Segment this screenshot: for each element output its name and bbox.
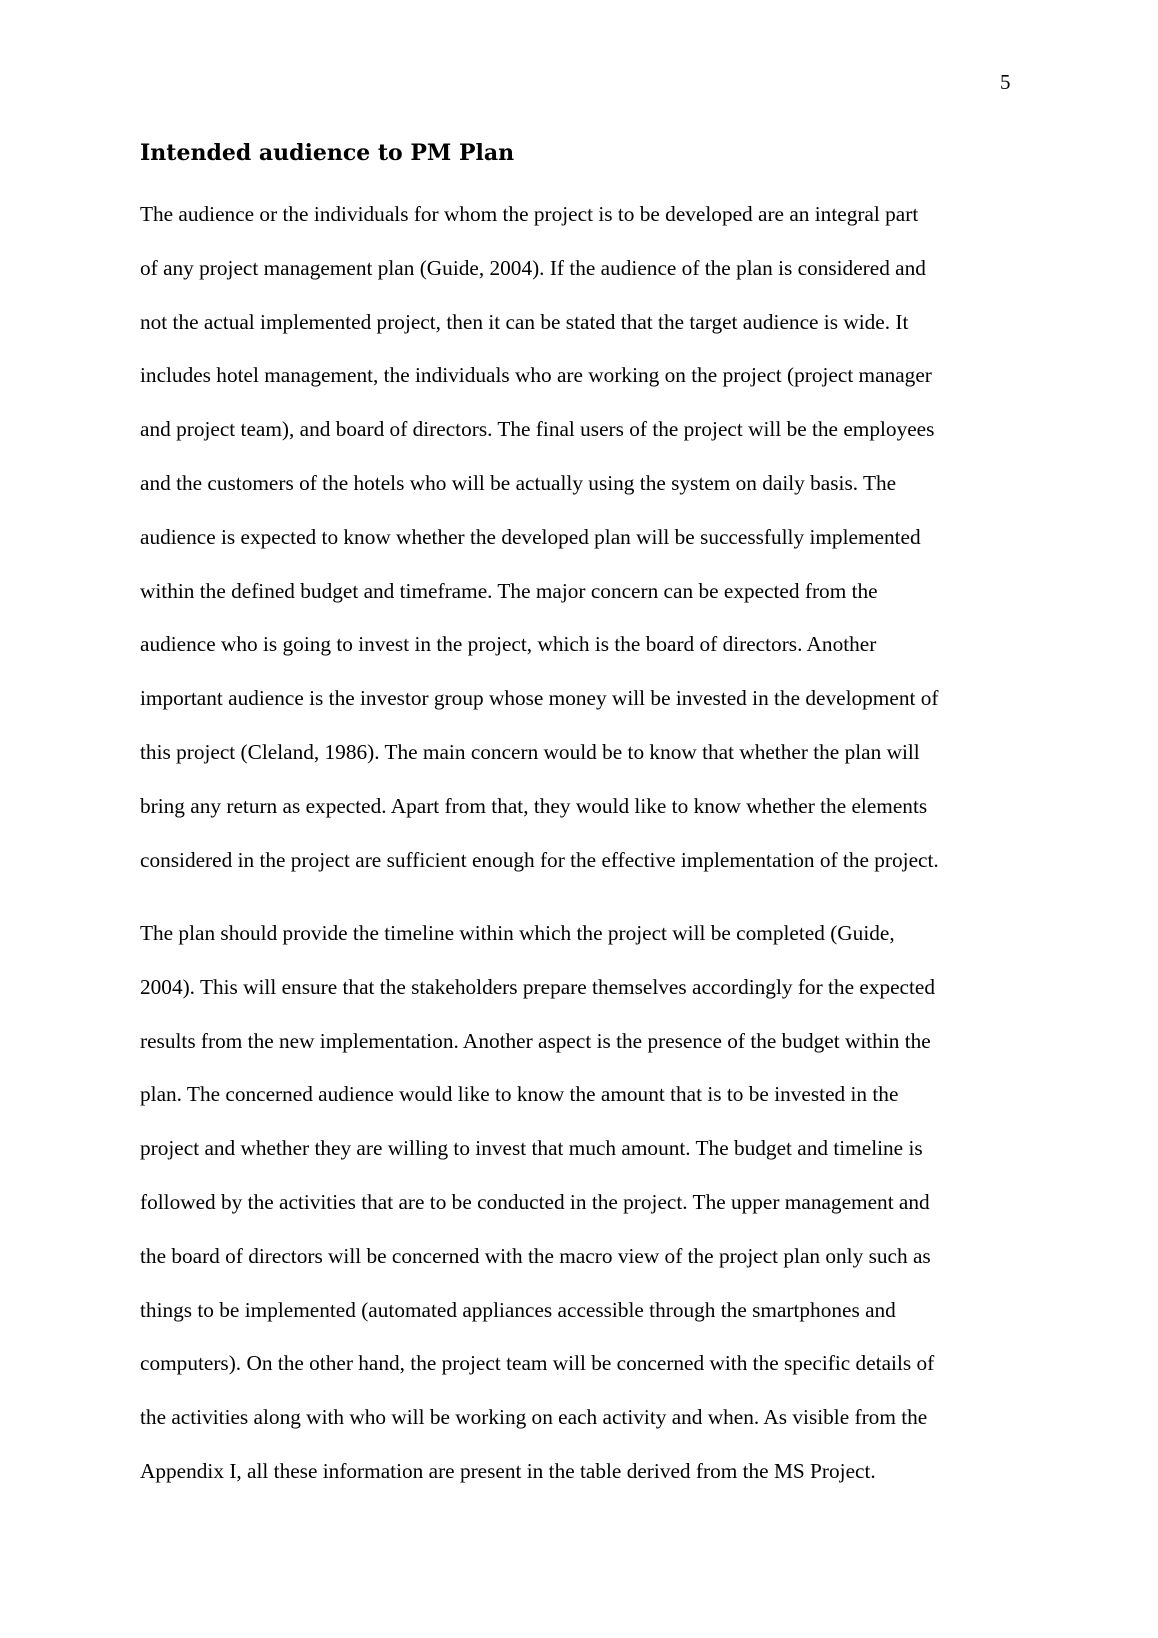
- paragraph-line: the board of directors will be concerned with the macro view of the project plan only such as: [140, 1243, 931, 1268]
- paragraph-line: The plan should provide the timeline within which the project will be completed (Guide,: [140, 921, 895, 945]
- paragraph-line: things to be implemented (automated appliances accessible through the smartphones and: [140, 1297, 896, 1322]
- paragraph-2: [140, 919, 1025, 1511]
- paragraph-line: not the actual implemented project, then it can be stated that the target audience is wide. It: [140, 309, 909, 334]
- paragraph-line: followed by the activities that are to be conducted in the project. The upper management and: [140, 1189, 930, 1214]
- paragraph-line: results from the new implementation. Another aspect is the presence of the budget within the: [140, 1028, 931, 1053]
- paragraph-line: computers). On the other hand, the project team will be concerned with the specific details of: [140, 1351, 935, 1376]
- page-number: 5: [1000, 70, 1011, 94]
- paragraph-line: audience is expected to know whether the developed plan will be successfully implemented: [140, 524, 921, 549]
- paragraph-1: [140, 200, 1025, 899]
- paragraph-line: project and whether they are willing to invest that much amount. The budget and timeline is: [140, 1136, 923, 1161]
- section-heading: Intended audience to PM Plan: [140, 140, 515, 166]
- paragraph-line: of any project management plan (Guide, 2004). If the audience of the plan is considered and: [140, 255, 926, 280]
- paragraph-line: considered in the project are sufficient enough for the effective implementation of the project.: [140, 847, 939, 872]
- paragraph-line: the activities along with who will be working on each activity and when. As visible from the: [140, 1405, 928, 1430]
- paragraph-line: and project team), and board of directors. The final users of the project will be the employees: [140, 417, 935, 442]
- paragraph-line: includes hotel management, the individuals who are working on the project (project manager: [140, 363, 932, 388]
- paragraph-line: and the customers of the hotels who will be actually using the system on daily basis. The: [140, 470, 897, 495]
- paragraph-line: plan. The concerned audience would like to know the amount that is to be invested in the: [140, 1082, 899, 1107]
- paragraph-line: this project (Cleland, 1986). The main concern would be to know that whether the plan will: [140, 739, 920, 764]
- paragraph-line: bring any return as expected. Apart from that, they would like to know whether the elements: [140, 793, 928, 818]
- paragraph-line: Appendix I, all these information are present in the table derived from the MS Project.: [140, 1458, 876, 1483]
- paragraph-line: audience who is going to invest in the project, which is the board of directors. Another: [140, 632, 877, 657]
- paragraph-line: 2004). This will ensure that the stakeholders prepare themselves accordingly for the expected: [140, 974, 936, 999]
- paragraph-line: important audience is the investor group whose money will be invested in the development of: [140, 686, 939, 711]
- paragraph-line: The audience or the individuals for whom the project is to be developed are an integral part: [140, 202, 919, 226]
- paragraph-line: within the defined budget and timeframe. The major concern can be expected from the: [140, 578, 878, 603]
